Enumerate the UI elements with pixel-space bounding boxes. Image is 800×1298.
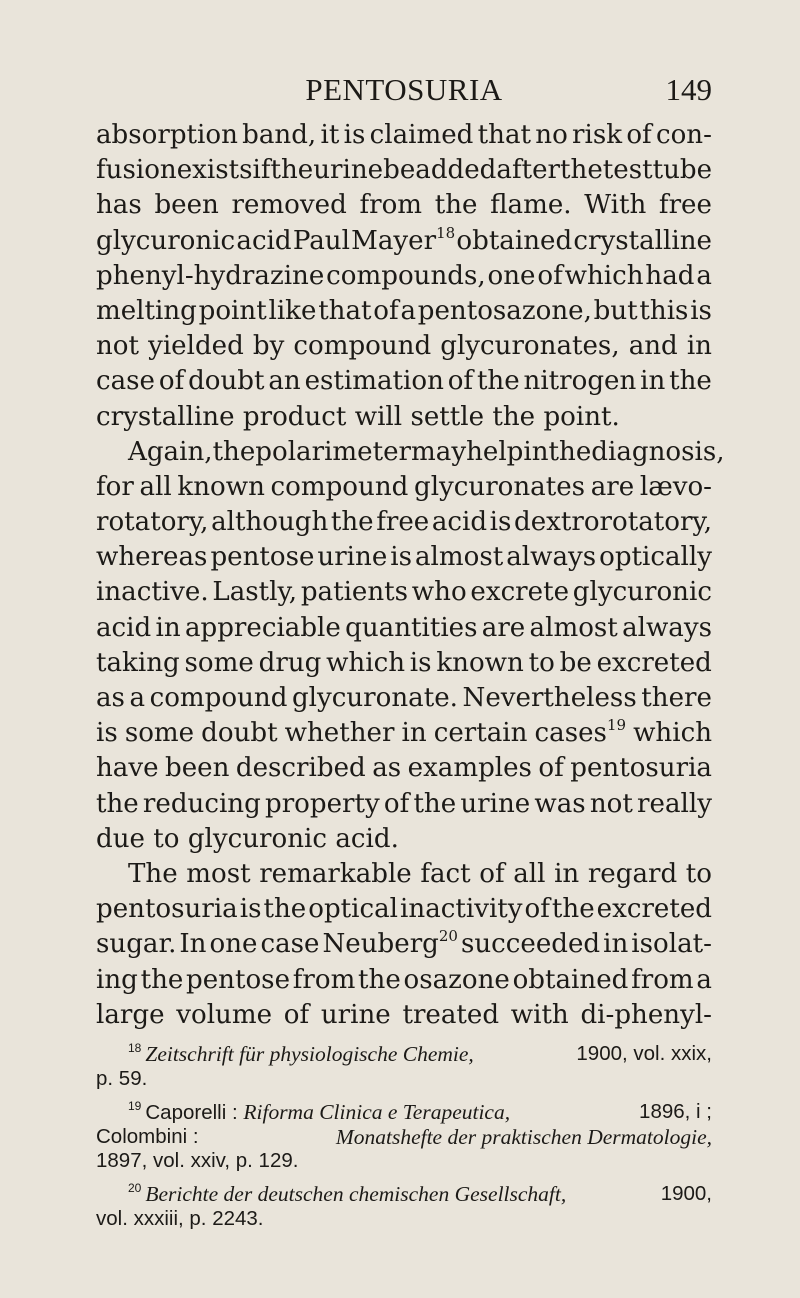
- word: urine: [320, 999, 391, 1030]
- word: in: [523, 436, 549, 467]
- word: whether: [284, 718, 395, 749]
- word: really: [637, 788, 712, 819]
- text-line: [96, 575, 712, 610]
- text-line: [96, 329, 712, 364]
- word: described: [235, 753, 366, 784]
- footnote-number: 19: [128, 1099, 142, 1113]
- word: the: [492, 401, 536, 432]
- word: almost: [529, 612, 618, 643]
- text-line-with-ref: [96, 224, 712, 259]
- word: which: [326, 647, 405, 678]
- word: appreciable: [184, 612, 341, 643]
- word: of: [447, 366, 474, 397]
- word: absorption: [96, 120, 238, 150]
- word: was: [534, 788, 586, 819]
- word: point.: [543, 401, 620, 432]
- word: that: [318, 295, 372, 326]
- footnote-text: 1900,: [660, 1182, 712, 1205]
- word: the: [263, 894, 307, 925]
- word: polarimeter: [255, 436, 412, 467]
- word: case: [260, 929, 320, 960]
- word: the: [551, 894, 595, 925]
- footnote-text: 1897, vol. xxiv, p. 129.: [96, 1149, 299, 1172]
- word: one: [209, 929, 258, 960]
- text-line: [96, 787, 712, 822]
- word: removed: [231, 190, 347, 221]
- word: the: [358, 964, 401, 995]
- word: may: [411, 436, 467, 467]
- text-line: [96, 400, 712, 435]
- footnote-number: 18: [128, 1041, 142, 1055]
- word: is: [409, 647, 432, 678]
- word: one: [487, 260, 536, 291]
- word: certain: [433, 718, 528, 749]
- word: most: [186, 858, 251, 889]
- word: be: [559, 647, 592, 678]
- word: are: [481, 612, 526, 643]
- footnote-line: [96, 1067, 712, 1091]
- word: Again,: [128, 436, 213, 467]
- word: In: [179, 929, 207, 960]
- footnotes: [96, 1042, 712, 1240]
- word: the: [140, 964, 184, 995]
- word: crystalline: [96, 401, 235, 432]
- word: all: [513, 858, 546, 889]
- word: from: [292, 964, 356, 995]
- word: obtained: [512, 964, 629, 995]
- footnote-line: [96, 1042, 712, 1067]
- word: due: [96, 823, 145, 854]
- word: is: [96, 718, 118, 749]
- word: remarkable: [259, 858, 412, 889]
- footnote-text: p. 59.: [96, 1067, 148, 1090]
- word: quantities: [345, 612, 478, 643]
- author: Colombini :: [96, 1125, 199, 1148]
- word: band,: [242, 120, 317, 150]
- word: be: [383, 155, 416, 186]
- text-line: [96, 646, 712, 681]
- word: excrete: [470, 577, 570, 608]
- word: glycuronic: [187, 823, 328, 854]
- word: there: [641, 683, 712, 713]
- text-line: [96, 998, 712, 1033]
- text-line: [96, 118, 712, 153]
- word: in: [155, 612, 181, 643]
- word: rotatory,: [96, 507, 209, 538]
- footnote-line: [96, 1100, 712, 1125]
- word: doubt: [201, 718, 278, 749]
- text-line: [96, 435, 725, 470]
- word: inactive.: [96, 577, 209, 608]
- word: glycuronates,: [440, 331, 620, 362]
- word: although: [211, 507, 329, 538]
- word: urine: [313, 155, 384, 186]
- word: the: [212, 436, 256, 467]
- word: that: [477, 120, 531, 150]
- word: of: [626, 120, 652, 150]
- footnote-ref: 20: [438, 927, 458, 946]
- author: Caporelli :: [145, 1101, 238, 1124]
- word: with: [510, 999, 569, 1030]
- word: is: [489, 507, 512, 538]
- word: whereas: [96, 542, 208, 573]
- word: acid: [431, 507, 488, 538]
- word: to: [685, 858, 712, 889]
- footnote-line: [96, 1182, 712, 1207]
- word: Mayer$^{18}$: [351, 223, 456, 256]
- word: from: [631, 964, 694, 995]
- word: a: [400, 295, 416, 326]
- word: compounds,: [326, 260, 486, 291]
- word: almost: [415, 542, 504, 573]
- word: optical: [308, 894, 399, 925]
- word: like: [268, 295, 317, 326]
- word: of: [373, 295, 399, 326]
- word: been: [154, 190, 219, 221]
- word: melting: [96, 295, 197, 326]
- footnote-text: 1900, vol. xxix,: [576, 1042, 712, 1065]
- word: exists: [176, 155, 253, 186]
- word: this: [639, 295, 689, 326]
- word: in: [401, 718, 427, 749]
- text-line: [96, 540, 712, 575]
- journal-title: Monatshefte der praktischen Dermatologie,: [335, 1125, 712, 1149]
- word: pentose: [210, 542, 315, 573]
- word: all: [139, 471, 172, 502]
- word: a: [129, 683, 146, 713]
- word: case: [96, 366, 156, 397]
- word: the: [669, 366, 712, 397]
- footnote-line: [96, 1125, 712, 1149]
- word: osazone: [403, 964, 510, 995]
- word: of: [524, 894, 550, 925]
- word: to: [528, 647, 555, 678]
- word: the: [413, 788, 457, 819]
- text-line: [96, 153, 712, 188]
- word: for: [96, 471, 134, 502]
- word: inactivity: [400, 894, 523, 925]
- text-line: [96, 822, 712, 857]
- word: of: [479, 858, 505, 889]
- word: of: [538, 753, 564, 784]
- running-title: PENTOSURIA: [305, 72, 503, 107]
- word: test: [602, 155, 653, 186]
- word: has: [96, 190, 142, 221]
- word: to: [153, 823, 180, 854]
- word: risk: [572, 120, 623, 150]
- word: compound: [270, 471, 409, 502]
- word: crystalline: [573, 225, 712, 256]
- word: is: [239, 894, 262, 925]
- word: tube: [652, 155, 713, 186]
- word: free: [376, 507, 430, 538]
- word: cases$^{19}$: [534, 716, 627, 749]
- word: of: [537, 260, 563, 291]
- word: not: [589, 788, 633, 819]
- word: in: [686, 331, 712, 362]
- word: is: [390, 542, 413, 573]
- journal-title: Berichte der deutschen chemischen Gesellschaft,: [145, 1182, 567, 1206]
- word: the: [96, 788, 139, 819]
- word: acid.: [335, 823, 399, 854]
- word: no: [535, 120, 568, 150]
- word: product: [242, 401, 347, 432]
- word: the: [434, 190, 478, 221]
- word: added: [415, 155, 497, 186]
- running-head: [96, 72, 712, 112]
- word: been: [165, 753, 230, 784]
- word: by: [252, 331, 285, 362]
- word: regard: [587, 858, 678, 889]
- word: property: [264, 788, 380, 819]
- text-line: [96, 681, 712, 716]
- word: optically: [599, 542, 712, 573]
- word: if: [252, 155, 271, 186]
- footnote-18: [96, 1042, 712, 1091]
- word: pentosuria: [570, 753, 712, 784]
- word: patients: [300, 577, 409, 608]
- word: from: [359, 190, 423, 221]
- word: which: [564, 260, 644, 291]
- text-line: [96, 505, 712, 540]
- footnote-19: [96, 1100, 712, 1173]
- word: drug: [258, 647, 322, 678]
- text-line: [96, 294, 712, 329]
- word: but: [593, 295, 638, 326]
- word: yielded: [148, 331, 244, 362]
- word: fusion: [96, 155, 177, 186]
- text-line: [96, 364, 712, 399]
- word: dextrorotatory,: [514, 507, 712, 538]
- word: di-phenyl-: [580, 999, 712, 1030]
- word: urine: [460, 788, 531, 819]
- text-line: [96, 188, 712, 223]
- footnote-number: 20: [128, 1181, 142, 1195]
- footnote-line: [96, 1149, 712, 1173]
- page-number: 149: [665, 72, 712, 107]
- text-line-with-ref: [96, 927, 712, 962]
- word: compound: [149, 683, 288, 713]
- word: had: [645, 260, 695, 291]
- word: of: [383, 788, 410, 819]
- word: it: [320, 120, 340, 150]
- word: volume: [176, 999, 273, 1030]
- word: estimation: [304, 366, 444, 397]
- word: as: [372, 753, 402, 784]
- word: Paul: [292, 225, 350, 256]
- text-line: [96, 963, 712, 998]
- word: ing: [96, 964, 138, 995]
- word: fact: [420, 858, 471, 889]
- word: as: [96, 683, 125, 713]
- word: is: [343, 120, 366, 150]
- word: in: [640, 366, 666, 397]
- word: not: [96, 331, 140, 362]
- word: excreted: [596, 894, 712, 925]
- word: diagnosis,: [591, 436, 725, 467]
- word: settle: [410, 401, 485, 432]
- word: succeeded: [460, 929, 601, 960]
- word: in: [603, 929, 629, 960]
- journal-title: Riforma Clinica e Terapeutica,: [243, 1100, 511, 1124]
- word: point: [198, 295, 267, 326]
- word: glycuronic: [96, 225, 236, 256]
- word: who: [411, 577, 467, 608]
- word: help: [466, 436, 524, 467]
- word: the: [548, 436, 592, 467]
- text-line: [96, 857, 712, 892]
- word: examples: [407, 753, 532, 784]
- word: always: [622, 612, 712, 643]
- word: doubt: [188, 366, 265, 397]
- footnote-line: [96, 1207, 712, 1231]
- word: in: [554, 858, 580, 889]
- footnote-text: 1896, i ;: [639, 1100, 712, 1123]
- word: known: [436, 647, 524, 678]
- word: con-: [655, 120, 712, 150]
- word: pentose: [186, 964, 291, 995]
- word: a: [696, 260, 712, 291]
- word: flame.: [490, 190, 572, 221]
- word: glycuronates: [413, 471, 586, 502]
- word: a: [696, 964, 712, 995]
- text-line: [96, 892, 712, 927]
- body-text: [96, 118, 725, 1033]
- word: urine: [317, 542, 388, 573]
- word: glycuronate.: [291, 683, 458, 713]
- word: after: [496, 155, 561, 186]
- word: taking: [96, 647, 180, 678]
- footnote-20: [96, 1182, 712, 1231]
- word: the: [476, 366, 520, 397]
- word: free: [658, 190, 712, 221]
- footnote-ref: 18: [436, 223, 456, 242]
- word: have: [96, 753, 159, 784]
- journal-title: Zeitschrift für physiologische Chemie,: [145, 1042, 474, 1066]
- word: an: [268, 366, 301, 397]
- word: of: [283, 999, 310, 1030]
- word: With: [584, 190, 647, 221]
- word: acid: [236, 225, 292, 256]
- text-line: [96, 611, 712, 646]
- word: phenyl-hydrazine: [96, 260, 325, 291]
- text-line-with-ref: [96, 716, 712, 751]
- word: isolat-: [631, 929, 712, 960]
- footnote-ref: 19: [606, 716, 627, 735]
- text-line: [96, 470, 712, 505]
- text-line: [96, 751, 712, 786]
- word: and: [628, 331, 678, 362]
- word: lævo-: [639, 471, 712, 502]
- word: known: [177, 471, 265, 502]
- word: nitrogen: [523, 366, 637, 397]
- word: the: [270, 155, 314, 186]
- footnote-text: vol. xxxiii, p. 2243.: [96, 1207, 264, 1230]
- word: the: [330, 507, 374, 538]
- word: The: [128, 858, 178, 889]
- word: sugar.: [96, 929, 177, 960]
- word: are: [590, 471, 635, 502]
- word: treated: [402, 999, 500, 1030]
- word: obtained: [456, 225, 573, 256]
- word: large: [96, 999, 165, 1030]
- word: Nevertheless: [462, 683, 637, 713]
- word: some: [184, 647, 254, 678]
- word: acid: [96, 612, 152, 643]
- word: which: [633, 718, 712, 749]
- word: pentosuria: [96, 894, 238, 925]
- word: Lastly,: [212, 577, 298, 608]
- word: some: [124, 718, 195, 749]
- word: compound: [293, 331, 432, 362]
- word: always: [506, 542, 597, 573]
- word: will: [354, 401, 403, 432]
- word: the: [560, 155, 603, 186]
- word: reducing: [142, 788, 261, 819]
- word: is: [690, 295, 712, 326]
- word: claimed: [369, 120, 474, 150]
- word: pentosazone,: [417, 295, 592, 326]
- text-line: [96, 259, 712, 294]
- word: Neuberg$^{20}$: [322, 927, 458, 960]
- word: glycuronic: [572, 577, 712, 608]
- word: of: [158, 366, 185, 397]
- word: excreted: [596, 647, 712, 678]
